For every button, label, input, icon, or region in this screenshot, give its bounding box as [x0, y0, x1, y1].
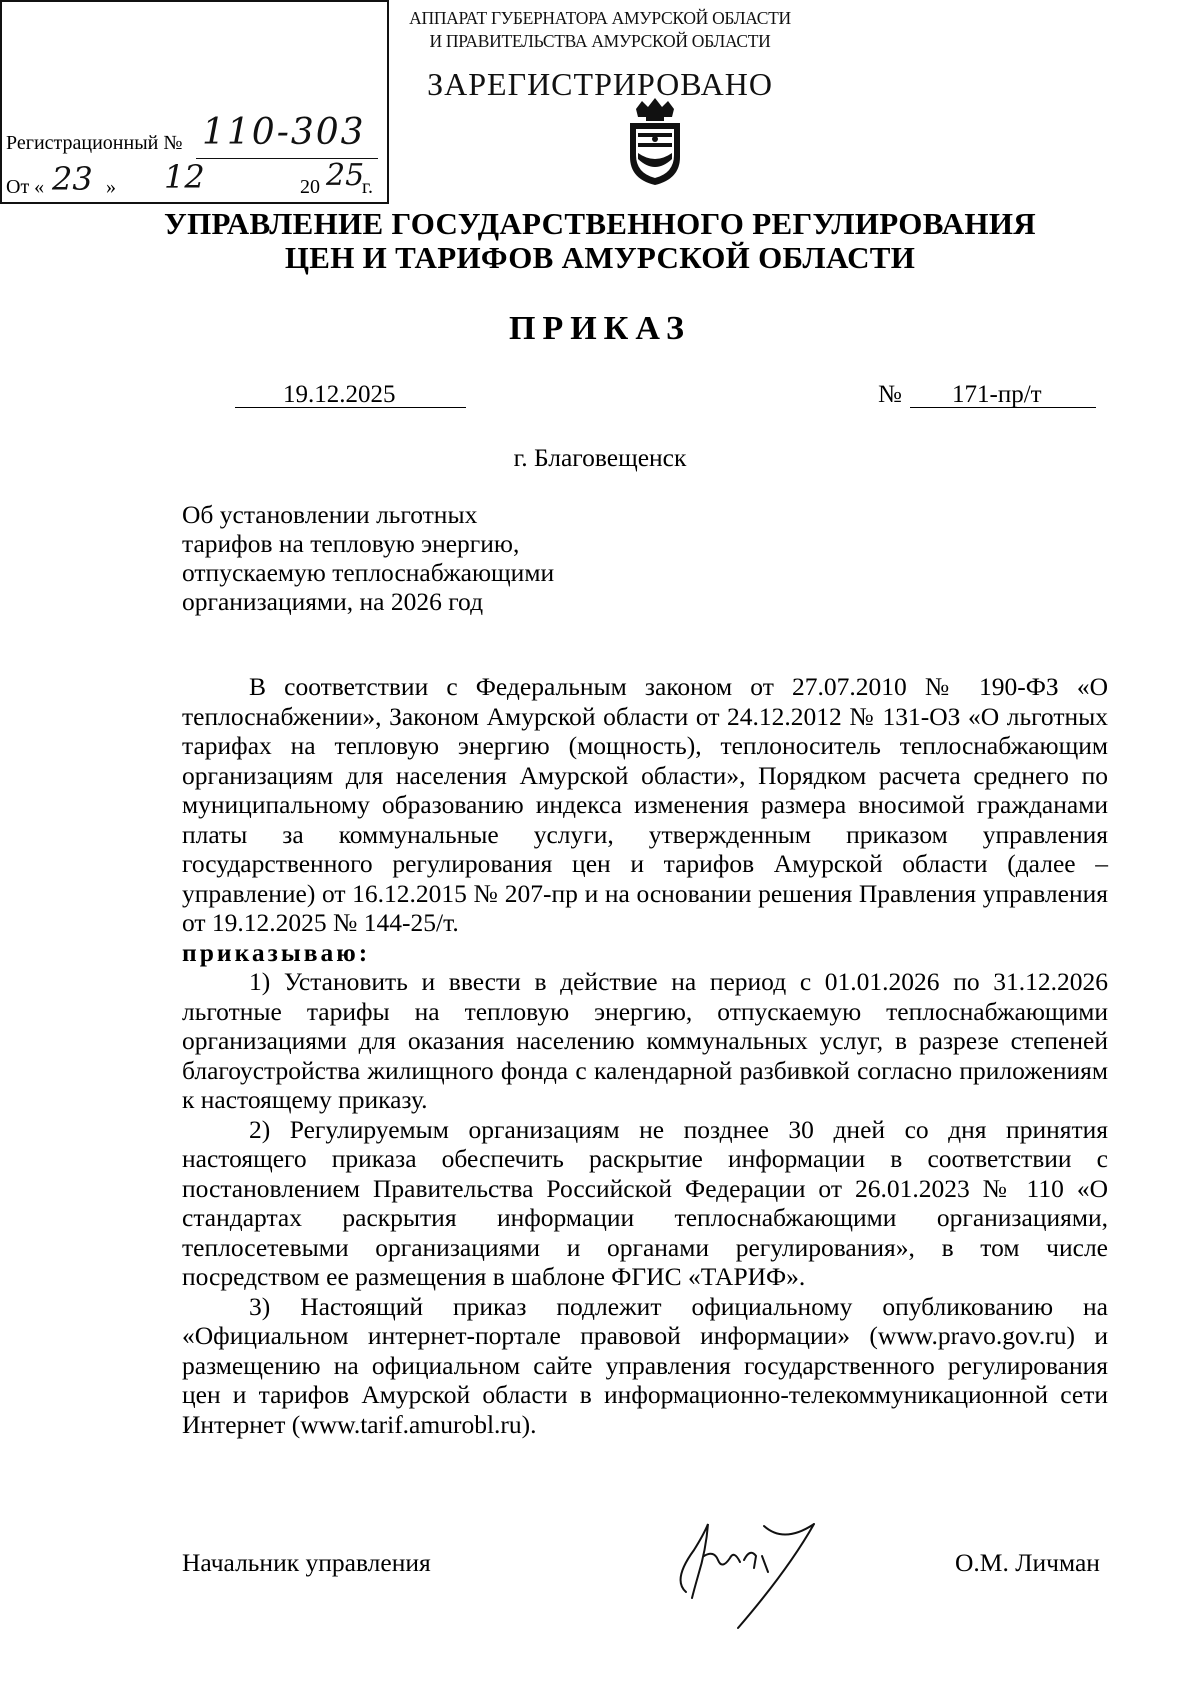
agency-title-line-1: УПРАВЛЕНИЕ ГОСУДАРСТВЕННОГО РЕГУЛИРОВАНИЯ	[164, 206, 1036, 241]
document-number: 171-пр/т	[952, 381, 1042, 408]
stamp-from-label: От «	[6, 176, 45, 198]
signatory-position: Начальник управления	[182, 1548, 431, 1577]
stamp-year-prefix: 20	[300, 176, 320, 198]
stamp-year-end: г.	[362, 176, 373, 198]
agency-title-line-2: ЦЕН И ТАРИФОВ АМУРСКОЙ ОБЛАСТИ	[284, 240, 916, 275]
subject-line: отпускаемую теплоснабжающими	[182, 558, 555, 587]
stamp-line-2: И ПРАВИТЕЛЬСТВА АМУРСКОЙ ОБЛАСТИ	[429, 31, 771, 51]
number-label: №	[878, 381, 902, 408]
stamp-reg-number: 110-303	[202, 112, 366, 153]
stamp-year-suffix: 25	[326, 158, 365, 193]
date-underline	[235, 407, 466, 408]
stamp-quote-close: »	[106, 176, 116, 198]
registration-stamp	[0, 0, 791, 204]
subject-block	[182, 500, 554, 616]
document-date: 19.12.2025	[283, 381, 396, 408]
subject-line: тарифов на тепловую энергию,	[182, 529, 520, 558]
coat-of-arms-emblem	[626, 95, 684, 187]
stamp-reg-row	[6, 112, 378, 158]
number-underline	[910, 407, 1096, 408]
order-item-3: 3) Настоящий приказ подлежит официальному опубликованию на «Официальном интернет-портале правовой информации» (www.pravo.gov.ru) и размещению на официальном сайте управления государственного регулирования цен и тарифов Амурской области в информационно-телекоммуникационной сети Интернет (www.tarif.amurobl.ru).	[182, 1291, 1108, 1439]
handwritten-signature	[664, 1520, 824, 1630]
subject-line: организациями, на 2026 год	[182, 587, 484, 616]
document-type: ПРИКАЗ	[509, 310, 691, 347]
stamp-title: ЗАРЕГИСТРИРОВАНО	[427, 66, 773, 102]
city: г. Благовещенск	[513, 443, 687, 472]
stamp-reg-label: Регистрационный №	[6, 132, 183, 154]
stamp-line-1: АППАРАТ ГУБЕРНАТОРА АМУРСКОЙ ОБЛАСТИ	[409, 8, 791, 28]
signatory-name: О.М. Личман	[955, 1548, 1100, 1577]
order-item-1: 1) Установить и ввести в действие на период с 01.01.2026 по 31.12.2026 льготные тарифы на тепловую энергию, отпускаемую теплоснабжающими организациями для оказания населению коммунальных услуг, в разрезе степеней благоустройства жилищного фонда с календарной разбивкой согласно приложениям к настоящему приказу.	[182, 967, 1108, 1114]
order-word: приказываю:	[182, 937, 371, 967]
preamble-paragraph: В соответствии с Федеральным законом от 27.07.2010 № 190-ФЗ «О теплоснабжении», Законом Амурской области от 24.12.2012 № 131-ОЗ «О льготных тарифах на тепловую энергию (мощность), теплоноситель теплоснабжающим организациям для населения Амурской области», Порядком расчета среднего по муниципальному образованию индекса изменения размера вносимой гражданами платы за коммунальные услуги, утвержденным приказом управления государственного регулирования цен и тарифов Амурской области (далее – управление) от 16.12.2015 № 207-пр и на основании решения Правления управления от 19.12.2025 № 144-25/т.	[182, 672, 1108, 937]
stamp-day: 23	[52, 160, 93, 198]
document-body	[182, 672, 1108, 1439]
subject-line: Об установлении льготных	[182, 500, 478, 529]
stamp-date-row	[6, 158, 384, 202]
stamp-month: 12	[164, 158, 205, 196]
order-item-2: 2) Регулируемым организациям не позднее 30 дней со дня принятия настоящего приказа обеспечить раскрытие информации в соответствии с постановлением Правительства Российской Федерации от 26.01.2023 № 110 «О стандартах раскрытия информации теплоснабжающими организациями, теплосетевыми организациями и органами регулирования», в том числе посредством ее размещения в шаблоне ФГИС «ТАРИФ».	[182, 1114, 1108, 1291]
